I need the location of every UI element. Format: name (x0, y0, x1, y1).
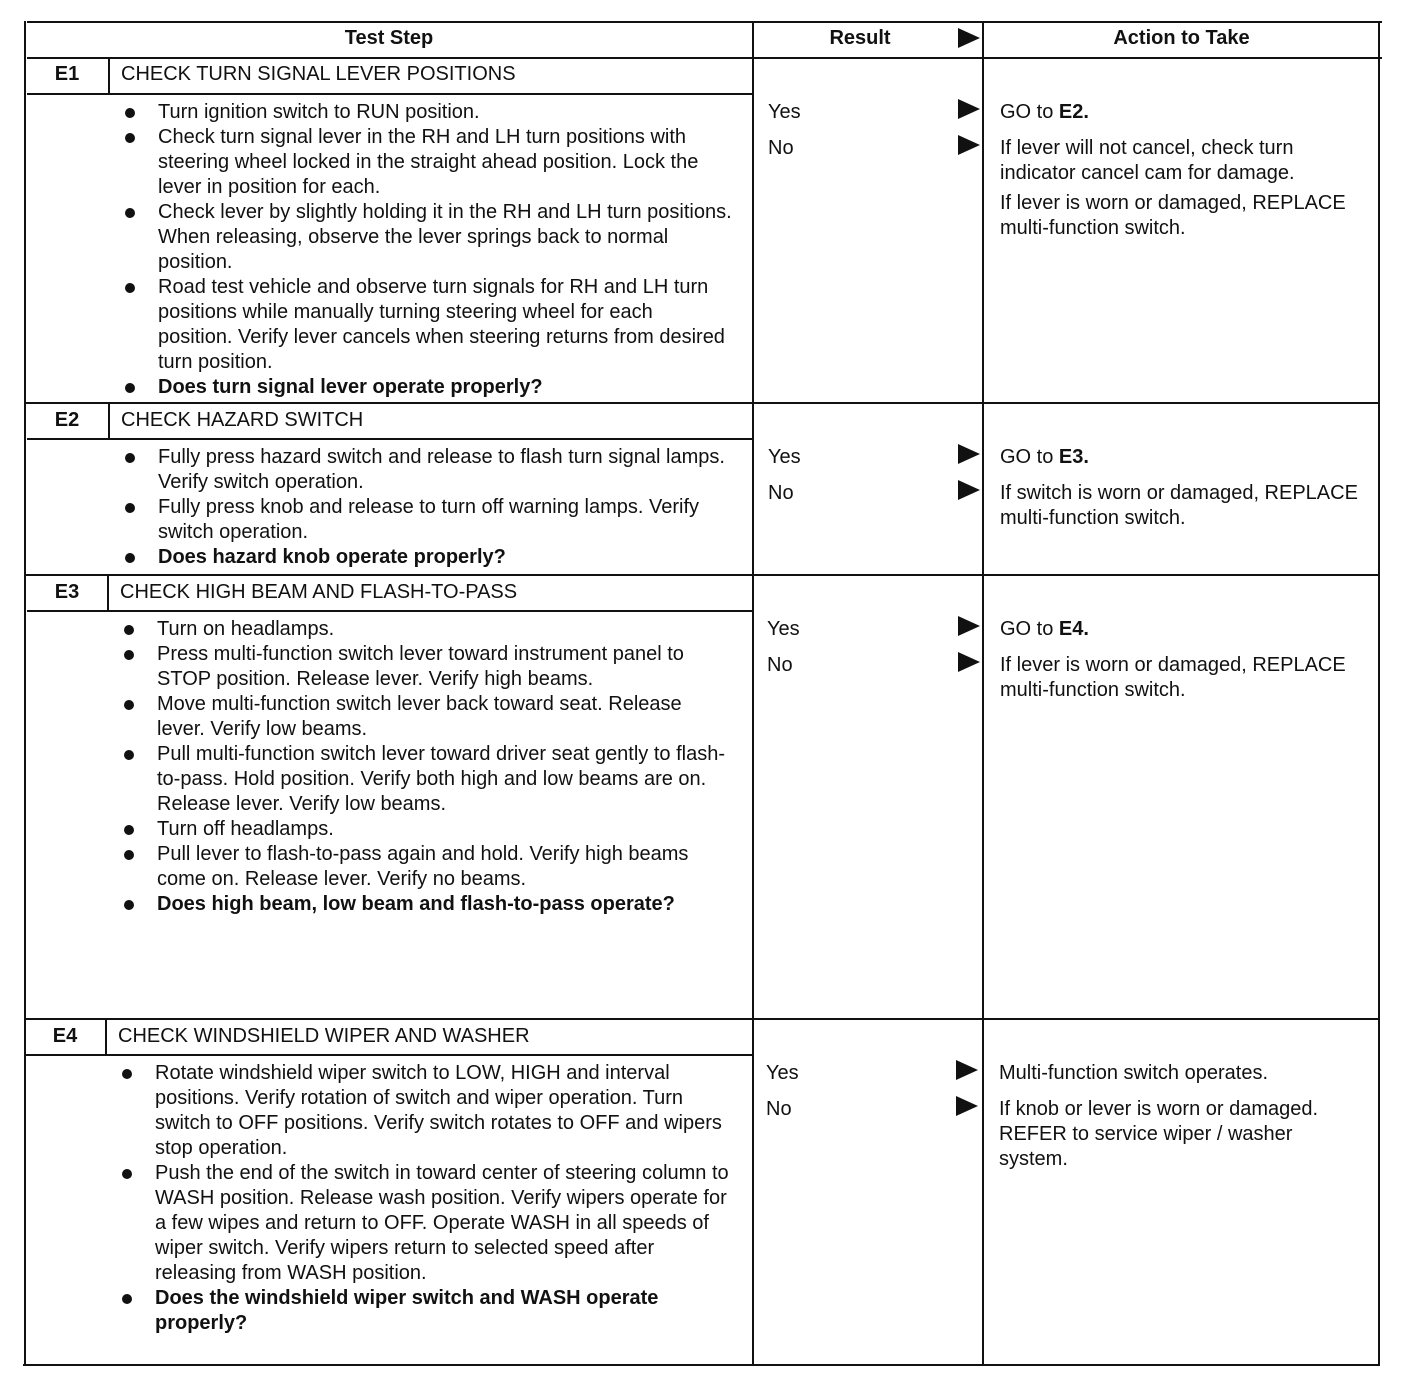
step-question: Does high beam, low beam and flash-to-pass operate? (121, 892, 731, 917)
action-no: If switch is worn or damaged, REPLACE multi-function switch. (1000, 482, 1358, 529)
arrow-icon (958, 444, 980, 464)
arrow-icon (958, 652, 980, 672)
result-no: No (768, 137, 794, 159)
table-right-border (1378, 21, 1380, 1366)
header-bottom-border (27, 57, 1382, 59)
list-item: Push the end of the switch in toward center of steering column to WASH position. Release wash position. Verify wipers operate for a few wipes and return to OFF. Operate WASH in all speeds of wiper switch. Verify wipers return to selected speed after releasing from WASH position. (119, 1161, 731, 1286)
header-action: Action to Take (1113, 27, 1250, 49)
list-item: Road test vehicle and observe turn signals for RH and LH turn positions while manually turning steering wheel for each position. Verify lever cancels when steering returns from desired turn position. (122, 275, 732, 375)
step-code: E4 (52, 1025, 78, 1047)
table-bottom-border (23, 1364, 1379, 1366)
arrow-icon (958, 616, 980, 636)
action-yes: Multi-function switch operates. (999, 1062, 1269, 1084)
action-no: If lever will not cancel, check turn indicator cancel cam for damage. (1000, 137, 1295, 184)
step-title: CHECK TURN SIGNAL LEVER POSITIONS (121, 63, 516, 85)
title-underline (27, 93, 754, 95)
arrow-icon (958, 99, 980, 119)
arrow-icon (958, 480, 980, 500)
step-bullet-list (121, 617, 731, 917)
arrow-icon (956, 1060, 978, 1080)
result-no: No (767, 654, 793, 676)
code-divider (107, 575, 109, 611)
list-item: Check lever by slightly holding it in the RH and LH turn positions. When releasing, observe the lever springs back to normal position. (122, 200, 732, 275)
row-divider (24, 402, 1380, 404)
action-yes: GO to E2. (1000, 101, 1089, 123)
step-title: CHECK HAZARD SWITCH (121, 409, 364, 431)
list-item: Turn off headlamps. (121, 817, 731, 842)
code-divider (108, 58, 110, 94)
action-no: If knob or lever is worn or damaged. REFER to service wiper / washer system. (999, 1098, 1319, 1170)
list-item: Fully press hazard switch and release to flash turn signal lamps. Verify switch operation. (122, 445, 732, 495)
result-yes: Yes (768, 101, 801, 123)
list-item: Pull multi-function switch lever toward driver seat gently to flash-to-pass. Hold position. Verify both high and low beams are on. Release lever. Verify low beams. (121, 742, 731, 817)
action-column-divider (982, 21, 984, 1366)
table-top-border (27, 21, 1382, 23)
list-item: Check turn signal lever in the RH and LH turn positions with steering wheel locked in the straight ahead position. Lock the lever in position for each. (122, 125, 732, 200)
header-arrow-icon (958, 28, 980, 48)
action-yes: GO to E3. (1000, 446, 1089, 468)
header-test-step: Test Step (344, 27, 434, 49)
list-item: Press multi-function switch lever toward instrument panel to STOP position. Release lever. Verify high beams. (121, 642, 731, 692)
step-code: E3 (54, 581, 80, 603)
step-question: Does the windshield wiper switch and WASH operate properly? (119, 1286, 731, 1336)
step-code: E1 (54, 63, 80, 85)
result-no: No (768, 482, 794, 504)
row-divider (24, 574, 1380, 576)
list-item: Move multi-function switch lever back toward seat. Release lever. Verify low beams. (121, 692, 731, 742)
action-no: If lever is worn or damaged, REPLACE multi-function switch. (1000, 654, 1346, 701)
list-item: Rotate windshield wiper switch to LOW, HIGH and interval positions. Verify rotation of switch and wiper operation. Turn switch to OFF positions. Verify switch rotates to OFF and wipers stop operation. (119, 1061, 731, 1161)
arrow-icon (958, 135, 980, 155)
list-item: Turn on headlamps. (121, 617, 731, 642)
list-item: Pull lever to flash-to-pass again and hold. Verify high beams come on. Release lever. Verify no beams. (121, 842, 731, 892)
step-code: E2 (54, 409, 80, 431)
action-no-extra: If lever is worn or damaged, REPLACE multi-function switch. (1000, 192, 1346, 239)
list-item: Turn ignition switch to RUN position. (122, 100, 732, 125)
step-question: Does turn signal lever operate properly? (122, 375, 732, 400)
result-yes: Yes (766, 1062, 799, 1084)
result-yes: Yes (767, 618, 800, 640)
result-column-divider (752, 21, 754, 1366)
step-bullet-list (119, 1061, 731, 1336)
step-bullet-list (122, 100, 732, 400)
step-title: CHECK HIGH BEAM AND FLASH-TO-PASS (120, 581, 518, 603)
arrow-icon (956, 1096, 978, 1116)
code-divider (105, 1019, 107, 1055)
list-item: Fully press knob and release to turn off warning lamps. Verify switch operation. (122, 495, 732, 545)
step-bullet-list (122, 445, 732, 570)
action-yes: GO to E4. (1000, 618, 1089, 640)
header-result: Result (829, 27, 891, 49)
code-divider (108, 403, 110, 439)
result-no: No (766, 1098, 792, 1120)
step-title: CHECK WINDSHIELD WIPER AND WASHER (118, 1025, 530, 1047)
result-yes: Yes (768, 446, 801, 468)
table-left-border (24, 21, 26, 1366)
step-question: Does hazard knob operate properly? (122, 545, 732, 570)
row-divider (24, 1018, 1380, 1020)
title-underline (27, 438, 754, 440)
title-underline (25, 1054, 754, 1056)
title-underline (27, 610, 754, 612)
